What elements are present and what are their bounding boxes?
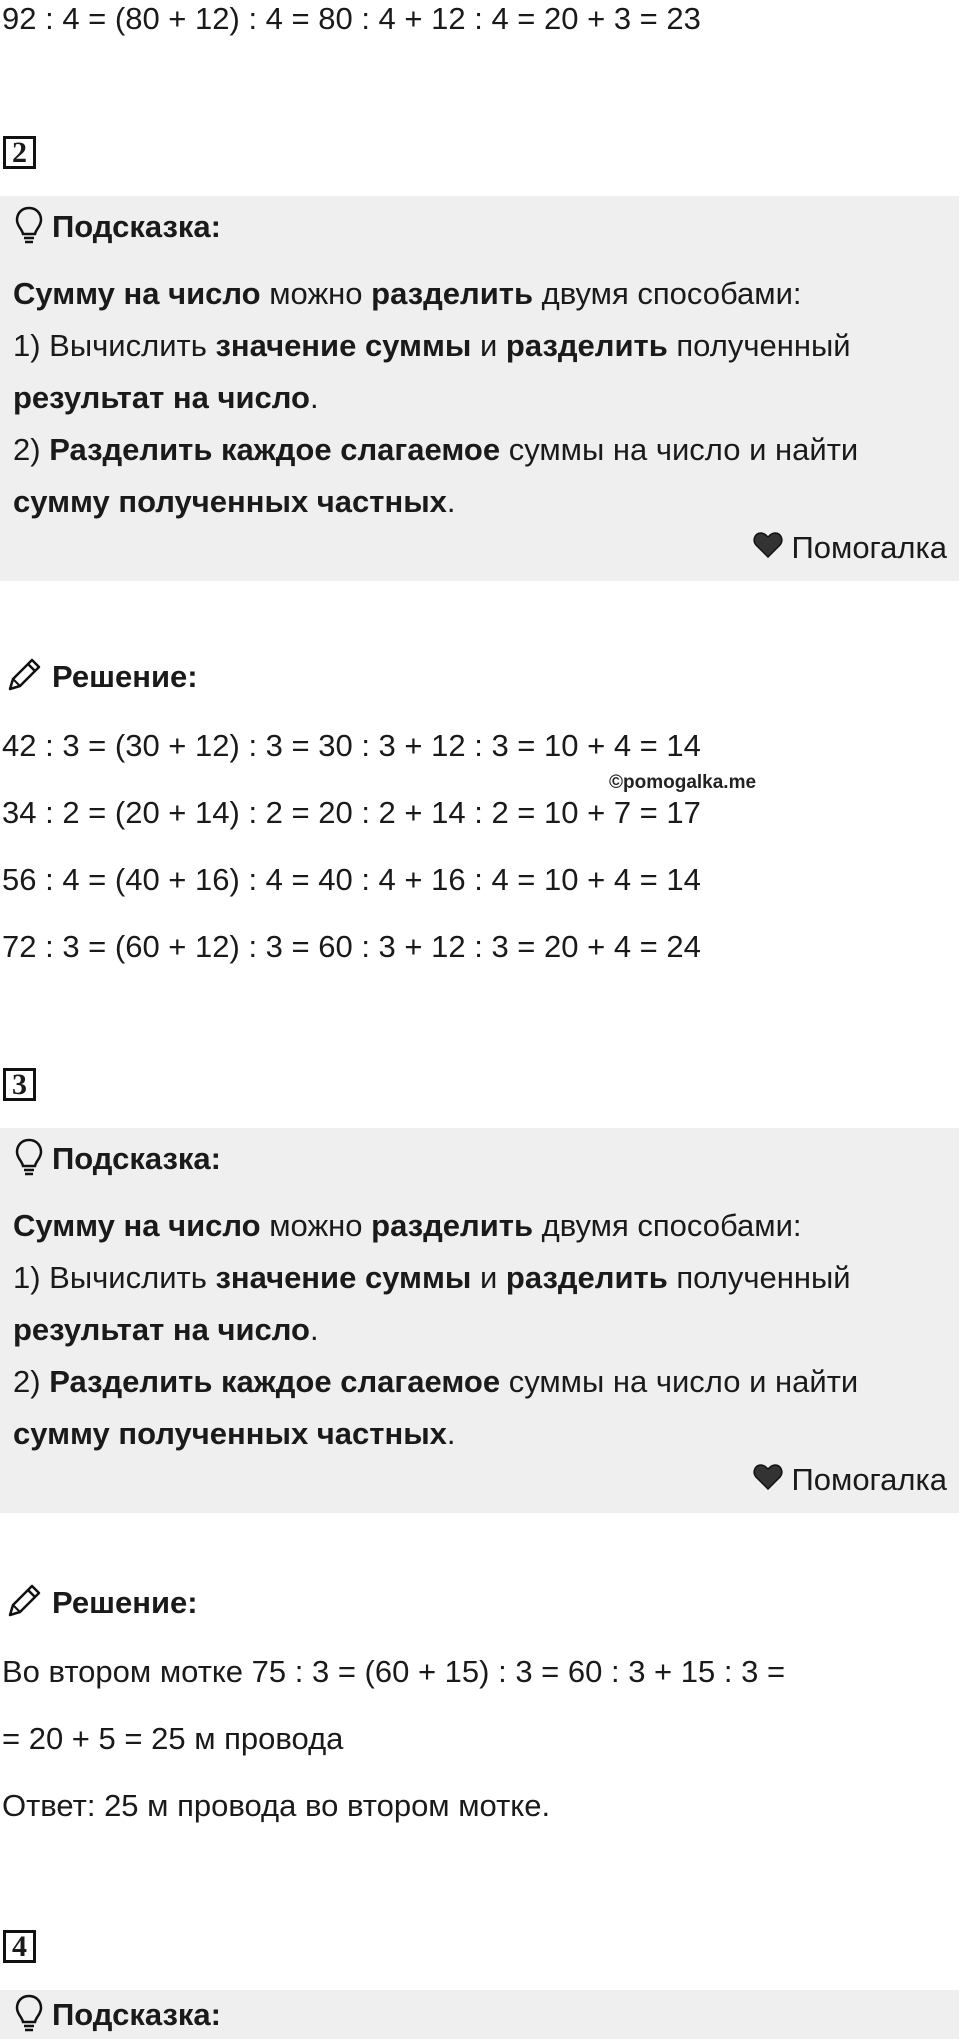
- task-number-box: 3: [3, 1068, 36, 1101]
- hint-line: сумму полученных частных.: [13, 484, 456, 519]
- solution-line: Во втором мотке 75 : 3 = (60 + 15) : 3 = 60 : 3 + 15 : 3 =: [2, 1654, 786, 1689]
- heart-icon: [753, 1462, 791, 1498]
- hint-text: [13, 1200, 858, 1460]
- solution-header: [4, 1580, 198, 1626]
- brand-label: Помогалка: [791, 530, 947, 565]
- hint-title: Подсказка:: [52, 1141, 221, 1176]
- pencil-icon: [4, 655, 44, 700]
- lightbulb-icon: [14, 1137, 44, 1182]
- hint-panel: [0, 1990, 959, 2039]
- hint-line: результат на число.: [13, 1312, 319, 1347]
- solution-line: 72 : 3 = (60 + 12) : 3 = 60 : 3 + 12 : 3 = 20 + 4 = 24: [2, 929, 701, 964]
- solution-header: [4, 654, 198, 700]
- hint-line: Сумму на число можно разделить двумя способами:: [13, 276, 802, 311]
- hint-line: Сумму на число можно разделить двумя способами:: [13, 1208, 802, 1243]
- solution-title: Решение:: [52, 1585, 198, 1620]
- hint-header: [14, 1136, 221, 1182]
- hint-line: 2) Разделить каждое слагаемое суммы на число и найти: [13, 1364, 859, 1399]
- watermark: ©pomogalka.me: [609, 772, 757, 793]
- hint-line: результат на число.: [13, 380, 319, 415]
- previous-solution-line: 92 : 4 = (80 + 12) : 4 = 80 : 4 + 12 : 4 = 20 + 3 = 23: [2, 1, 701, 36]
- hint-line: сумму полученных частных.: [13, 1416, 456, 1451]
- heart-icon: [753, 530, 791, 566]
- hint-line: 1) Вычислить значение суммы и разделить полученный: [13, 328, 851, 363]
- lightbulb-icon: [14, 205, 44, 250]
- solution-line: = 20 + 5 = 25 м провода: [2, 1721, 344, 1756]
- lightbulb-icon: [14, 1993, 44, 2038]
- pencil-icon: [4, 1581, 44, 1626]
- hint-header: [14, 1992, 221, 2038]
- hint-title: Подсказка:: [52, 1997, 221, 2032]
- hint-header: [14, 204, 221, 250]
- solution-line: 34 : 2 = (20 + 14) : 2 = 20 : 2 + 14 : 2 = 10 + 7 = 17: [2, 795, 701, 830]
- hint-line: 2) Разделить каждое слагаемое суммы на число и найти: [13, 432, 859, 467]
- hint-title: Подсказка:: [52, 209, 221, 244]
- answer-line: Ответ: 25 м провода во втором мотке.: [2, 1788, 551, 1823]
- brand-label: Помогалка: [791, 1462, 947, 1497]
- hint-panel: [0, 196, 959, 581]
- brand-footer: [753, 1462, 947, 1498]
- task-number-box: 2: [3, 136, 36, 169]
- hint-line: 1) Вычислить значение суммы и разделить полученный: [13, 1260, 851, 1295]
- solution-line: 56 : 4 = (40 + 16) : 4 = 40 : 4 + 16 : 4 = 10 + 4 = 14: [2, 862, 701, 897]
- brand-footer: [753, 530, 947, 566]
- task-number-box: 4: [3, 1930, 36, 1963]
- hint-text: [13, 268, 858, 528]
- solution-line: 42 : 3 = (30 + 12) : 3 = 30 : 3 + 12 : 3 = 10 + 4 = 14: [2, 728, 701, 763]
- hint-panel: [0, 1128, 959, 1513]
- solution-title: Решение:: [52, 659, 198, 694]
